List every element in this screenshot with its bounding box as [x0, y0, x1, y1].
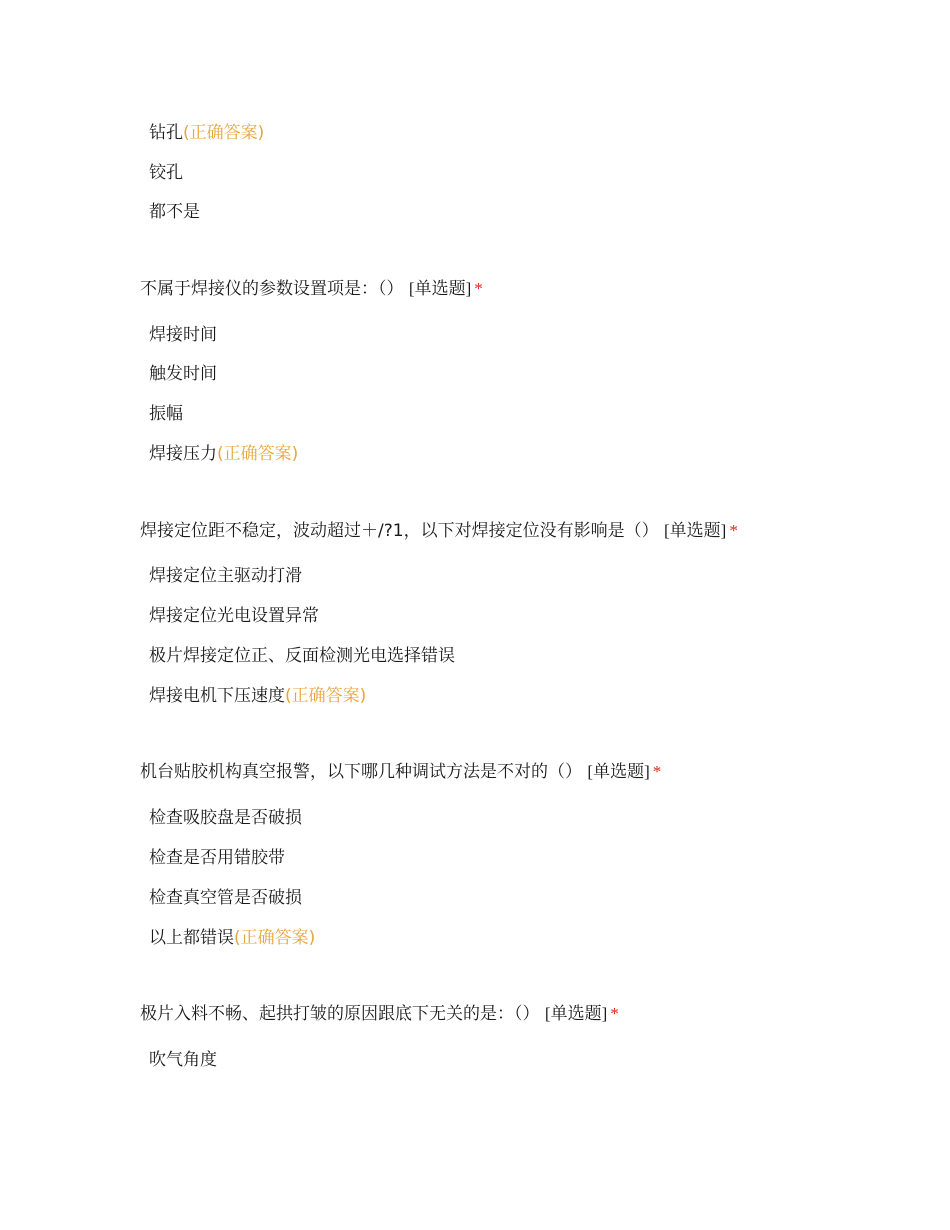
question-type: [单选题] — [587, 762, 650, 781]
option-text: 触发时间 — [149, 364, 217, 384]
option-text: 都不是 — [149, 202, 200, 222]
required-mark: * — [610, 1004, 619, 1023]
question-text: 焊接定位距不稳定，波动超过＋/?1，以下对焊接定位没有影响是（） — [140, 521, 659, 541]
option-text: 检查真空管是否破损 — [149, 888, 302, 908]
option-item — [149, 403, 183, 425]
question-type: [单选题] — [544, 1004, 608, 1023]
option-item — [149, 162, 183, 184]
required-mark: * — [652, 762, 662, 781]
option-text: 极片焊接定位正、反面检测光电选择错误 — [149, 646, 455, 666]
option-item — [149, 887, 302, 909]
option-item — [149, 122, 264, 144]
option-text: 振幅 — [149, 404, 183, 424]
option-text: 钻孔 — [149, 123, 183, 143]
option-text: 焊接电机下压速度 — [149, 686, 285, 706]
option-text: 吹气角度 — [149, 1050, 217, 1070]
option-item — [149, 1049, 217, 1071]
question-type: [单选题] — [663, 521, 727, 540]
question-type: [单选题] — [408, 279, 472, 298]
required-mark: * — [474, 279, 483, 298]
option-item — [149, 807, 302, 829]
question-text: 机台贴胶机构真空报警，以下哪几种调试方法是不对的（） — [140, 762, 582, 782]
option-item — [149, 645, 455, 667]
option-item — [149, 324, 217, 346]
option-text: 焊接压力 — [149, 444, 217, 464]
option-item — [149, 565, 302, 587]
option-text: 焊接定位光电设置异常 — [149, 606, 319, 626]
option-item — [149, 847, 285, 869]
option-item — [149, 927, 315, 949]
option-text: 焊接时间 — [149, 325, 217, 345]
correct-answer-mark: (正确答案) — [183, 123, 265, 143]
question-title — [140, 278, 483, 300]
option-text: 检查吸胶盘是否破损 — [149, 808, 302, 828]
question-title — [140, 1003, 619, 1025]
option-item — [149, 605, 319, 627]
option-item — [149, 443, 298, 465]
option-item — [149, 685, 366, 707]
option-item — [149, 363, 217, 385]
option-text: 检查是否用错胶带 — [149, 848, 285, 868]
question-text: 不属于焊接仪的参数设置项是：（） — [140, 279, 404, 299]
question-title — [140, 520, 738, 542]
question-text: 极片入料不畅、起拱打皱的原因跟底下无关的是：（） — [140, 1004, 540, 1024]
option-text: 以上都错误 — [149, 928, 234, 948]
question-title — [140, 761, 661, 783]
option-text: 焊接定位主驱动打滑 — [149, 566, 302, 586]
correct-answer-mark: (正确答案) — [285, 686, 367, 706]
required-mark: * — [729, 521, 738, 540]
option-item — [149, 201, 200, 223]
correct-answer-mark: (正确答案) — [217, 444, 299, 464]
correct-answer-mark: (正确答案) — [234, 928, 316, 948]
option-text: 铰孔 — [149, 163, 183, 183]
